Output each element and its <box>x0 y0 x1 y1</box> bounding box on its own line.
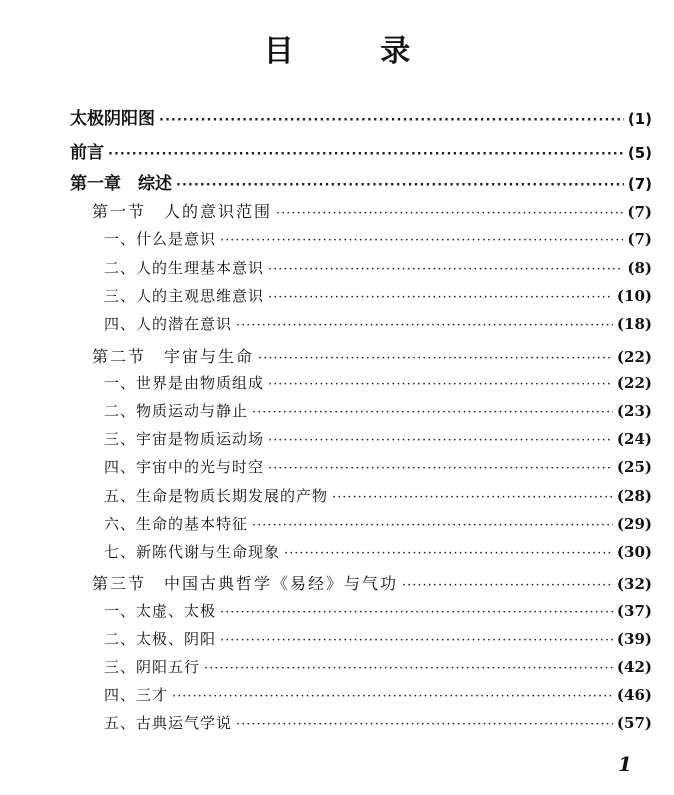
page-number: 1 <box>618 752 632 776</box>
toc-entry <box>104 628 652 652</box>
leader-dots <box>172 689 613 704</box>
toc-entry-label: 第一节 人的意识范围 <box>92 202 273 221</box>
toc-entry-label: 四、三才 <box>104 686 169 704</box>
toc-entry-label: 第二节 宇宙与生命 <box>92 347 255 366</box>
leader-dots <box>258 351 613 366</box>
toc-entry <box>104 513 652 537</box>
toc-entry-page: (5) <box>627 144 652 162</box>
leader-dots <box>268 262 623 277</box>
toc-entry-label: 六、生命的基本特征 <box>104 515 249 533</box>
toc-entry-page: (42) <box>616 658 652 676</box>
toc-entry-page: (29) <box>616 515 652 533</box>
leader-dots <box>268 377 613 392</box>
toc-entry-page: (8) <box>627 259 652 277</box>
toc-entry <box>104 372 652 396</box>
toc-entry-page: (7) <box>627 175 652 193</box>
toc-entry-label: 四、人的潜在意识 <box>104 315 233 333</box>
leader-dots <box>204 661 613 676</box>
toc-entry <box>104 456 652 480</box>
leader-dots <box>268 433 613 448</box>
toc-entry-page: (7) <box>627 203 652 221</box>
toc-entry-page: (30) <box>616 543 652 561</box>
toc-entry-label: 一、太虚、太极 <box>104 602 217 620</box>
leader-dots <box>252 405 613 420</box>
toc-entry-page: (25) <box>616 458 652 476</box>
toc-entry <box>104 600 652 624</box>
toc-entry-label: 第一章 综述 <box>70 174 172 194</box>
toc-entry-page: (39) <box>616 630 652 648</box>
toc-entry <box>104 485 652 509</box>
leader-dots <box>284 546 613 561</box>
leader-dots <box>402 578 613 593</box>
leader-dots <box>220 605 613 620</box>
toc-entry-page: (57) <box>616 714 652 732</box>
leader-dots <box>220 633 613 648</box>
toc-entry-page: (32) <box>616 575 652 593</box>
toc-entry-page: (22) <box>616 374 652 392</box>
toc-entry <box>104 285 652 309</box>
toc-entry <box>70 169 652 193</box>
toc-entry-label: 一、世界是由物质组成 <box>104 374 265 392</box>
leader-dots <box>252 518 613 533</box>
leader-dots <box>236 717 613 732</box>
toc-entry-page: (24) <box>616 430 652 448</box>
toc-entry <box>104 313 652 337</box>
toc-entry-page: (23) <box>616 402 652 420</box>
toc-entry <box>104 656 652 680</box>
toc-entry-page: (46) <box>616 686 652 704</box>
page-title: 目 录 <box>263 34 449 69</box>
toc-entry-label: 三、阴阳五行 <box>104 658 201 676</box>
leader-dots <box>159 113 624 128</box>
toc-entry-label: 五、生命是物质长期发展的产物 <box>104 487 329 505</box>
toc-entry-label: 二、人的生理基本意识 <box>104 259 265 277</box>
toc-entry-page: (37) <box>616 602 652 620</box>
toc-entry-page: (1) <box>627 110 652 128</box>
toc-entry-page: (7) <box>627 230 652 248</box>
toc-entry <box>70 104 652 128</box>
toc-entry-label: 五、古典运气学说 <box>104 714 233 732</box>
toc-entry <box>104 428 652 452</box>
toc-entry <box>104 541 652 565</box>
leader-dots <box>220 233 623 248</box>
toc-entry-label: 三、人的主观思维意识 <box>104 287 265 305</box>
toc-entry <box>104 400 652 424</box>
toc-entry-label: 四、宇宙中的光与时空 <box>104 458 265 476</box>
toc-entry-label: 太极阴阳图 <box>70 109 155 129</box>
leader-dots <box>236 318 613 333</box>
leader-dots <box>176 178 624 193</box>
toc-entry-label: 一、什么是意识 <box>104 230 217 248</box>
toc-entry <box>104 228 652 252</box>
leader-dots <box>268 290 613 305</box>
toc-entry <box>104 712 652 736</box>
toc-entry-label: 二、物质运动与静止 <box>104 402 249 420</box>
leader-dots <box>276 206 623 221</box>
toc-entry-label: 三、宇宙是物质运动场 <box>104 430 265 448</box>
toc-entry <box>92 571 652 595</box>
toc-entry-page: (18) <box>616 315 652 333</box>
toc-entry <box>92 344 652 368</box>
toc-entry-page: (10) <box>616 287 652 305</box>
leader-dots <box>332 490 613 505</box>
toc-entry-page: (28) <box>616 487 652 505</box>
toc-entry <box>70 138 652 162</box>
toc-entry-label: 七、新陈代谢与生命现象 <box>104 543 281 561</box>
toc-entry-label: 第三节 中国古典哲学《易经》与气功 <box>92 574 399 593</box>
leader-dots <box>108 147 624 162</box>
toc-entry-page: (22) <box>616 348 652 366</box>
toc-entry <box>104 684 652 708</box>
toc-entry <box>104 257 652 281</box>
toc-entry <box>92 199 652 223</box>
toc-entry-label: 二、太极、阴阳 <box>104 630 217 648</box>
leader-dots <box>268 461 613 476</box>
toc-entry-label: 前言 <box>70 143 104 163</box>
